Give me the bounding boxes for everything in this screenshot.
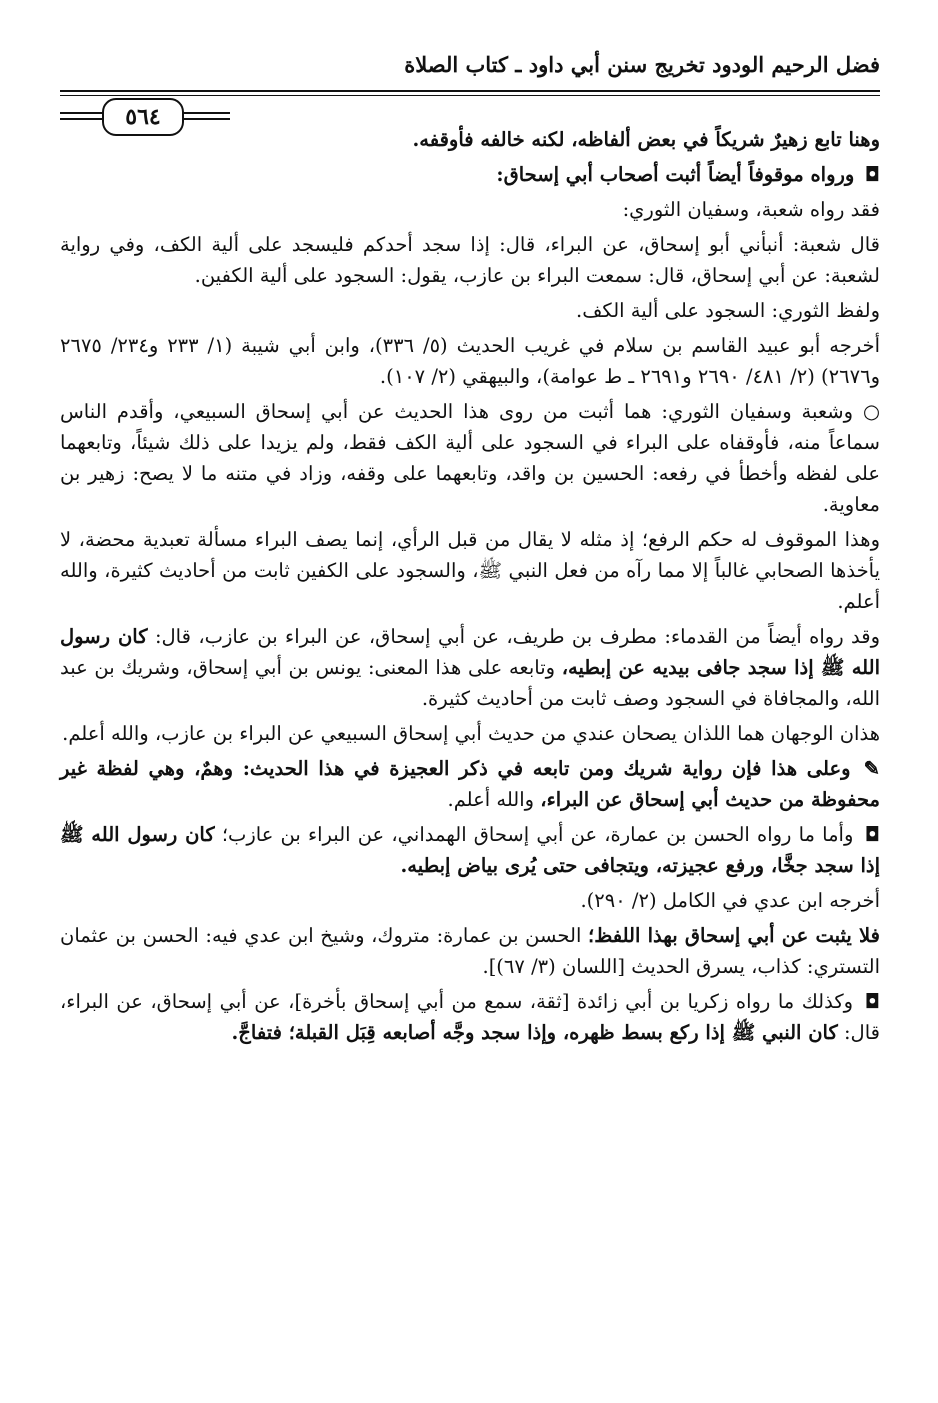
paragraph-marker: ◘ xyxy=(864,163,880,186)
paragraph-text: أخرجه أبو عبيد القاسم بن سلام في غريب الحديث (٥/ ٣٣٦)، وابن أبي شيبة (١/ ٢٣٣ و٢٣٤/ ٢٦٧٥ و٢٦٧٦) (٢/ ٤٨١/ ٢٦٩٠ و٢٦٩١ ـ ط عوامة)، والبيهقي (٢/ ١٠٧). xyxy=(60,334,880,388)
paragraph-text: أخرجه ابن عدي في الكامل (٢/ ٢٩٠). xyxy=(580,889,880,912)
paragraph xyxy=(60,819,880,881)
paragraph xyxy=(60,124,880,155)
bold-text: فلا يثبت عن أبي إسحاق بهذا اللفظ؛ xyxy=(588,924,881,947)
paragraph-text: وتابعه على هذا المعنى: يونس بن أبي إسحاق، وشريك بن عبد الله، والمجافاة في السجود وصف ثابت من أحاديث كثيرة. xyxy=(60,656,880,710)
paragraph xyxy=(60,159,880,190)
paragraph xyxy=(60,885,880,916)
bold-text: وهنا تابع زهيرٌ شريكاً في بعض ألفاظه، لكنه خالفه فأوقفه. xyxy=(412,128,880,151)
running-title: فضل الرحيم الودود تخريج سنن أبي داود ـ كتاب الصلاة xyxy=(404,52,880,77)
quoted-hadith: كان النبي ﷺ إذا ركع بسط ظهره، وإذا سجد وجَّه أصابعه قِبَل القبلة؛ فتفاجَّ. xyxy=(231,1021,838,1044)
paragraph xyxy=(60,194,880,225)
paragraph xyxy=(60,753,880,815)
paragraph-text: وقد رواه أيضاً من القدماء: مطرف بن طريف، عن أبي إسحاق، عن البراء بن عازب، قال: xyxy=(154,625,880,648)
paragraph xyxy=(60,621,880,714)
page-body xyxy=(60,124,880,1052)
bold-text: وعلى هذا فإن رواية شريك ومن تابعه في ذكر العجيزة في هذا الحديث: وهمٌ، وهي لفظة غير محفوظة من حديث أبي إسحاق عن البراء، xyxy=(60,757,880,811)
header-rule xyxy=(60,90,880,92)
page-number: ٥٦٤ xyxy=(102,98,184,136)
paragraph-text: قال شعبة: أنبأني أبو إسحاق، عن البراء، قال: إذا سجد أحدكم فليسجد على ألية الكف، وفي رواية لشعبة: عن أبي إسحاق، قال: سمعت البراء بن عازب، يقول: السجود على ألية الكفين. xyxy=(60,233,880,287)
paragraph-text: وأما ما رواه الحسن بن عمارة، عن أبي إسحاق الهمداني، عن البراء بن عازب؛ xyxy=(221,823,854,846)
paragraph-text: الحسن بن عمارة: متروك، وشيخ ابن عدي فيه: الحسن بن عثمان التستري: كذاب، يسرق الحديث [اللسان (٣/ ٦٧)]. xyxy=(60,924,880,978)
paragraph-marker: ◘ xyxy=(864,990,881,1013)
paragraph xyxy=(60,718,880,749)
paragraph-marker: ✎ xyxy=(863,757,880,780)
paragraph-text: وكذلك ما رواه زكريا بن أبي زائدة [ثقة، سمع من أبي إسحاق بأخرة]، عن أبي إسحاق، عن البراء، قال: xyxy=(60,990,880,1044)
paragraph xyxy=(60,920,880,982)
paragraph-text: ○ وشعبة وسفيان الثوري: هما أثبت من روى هذا الحديث عن أبي إسحاق السبيعي، وأقدم الناس سماعاً منه، فأوقفاه على البراء في السجود على ألية الكف فقط، ولم يزيدا على ذلك شيئاً، وتابعهما على لفظه وأخطأ في رفعه: الحسين بن واقد، وتابعهما على وقفه، وزاد في متنه ما لا يصح: زهير بن معاوية. xyxy=(60,400,880,516)
paragraph-text: هذان الوجهان هما اللذان يصحان عندي من حديث أبي إسحاق السبيعي عن البراء بن عازب، والله أعلم. xyxy=(62,722,880,745)
paragraph xyxy=(60,229,880,291)
paragraph-text: وهذا الموقوف له حكم الرفع؛ إذ مثله لا يقال من قبل الرأي، إنما يصف البراء مسألة تعبدية محضة، لا يأخذها الصحابي غالباً إلا مما رآه من فعل النبي ﷺ، والسجود على الكفين ثابت من أحاديث كثيرة، والله أعلم. xyxy=(60,528,880,613)
paragraph-marker: ◘ xyxy=(864,823,881,846)
paragraph xyxy=(60,396,880,520)
quoted-hadith: كان رسول الله ﷺ إذا سجد جخَّا، ورفع عجيزته، ويتجافى حتى يُرى بياض إبطيه. xyxy=(60,823,880,877)
bold-text: ورواه موقوفاً أيضاً أثبت أصحاب أبي إسحاق: xyxy=(496,163,855,186)
paragraph-text: فقد رواه شعبة، وسفيان الثوري: xyxy=(622,198,880,221)
paragraph-text: والله أعلم. xyxy=(447,788,535,811)
header-rule-thin xyxy=(60,95,880,96)
paragraph xyxy=(60,295,880,326)
quoted-hadith: كان رسول الله ﷺ إذا سجد جافى بيديه عن إبطيه، xyxy=(60,625,881,679)
paragraph xyxy=(60,986,880,1048)
paragraph-text: ولفظ الثوري: السجود على ألية الكف. xyxy=(576,299,880,322)
page-header xyxy=(60,40,880,130)
paragraph xyxy=(60,330,880,392)
paragraph xyxy=(60,524,880,617)
